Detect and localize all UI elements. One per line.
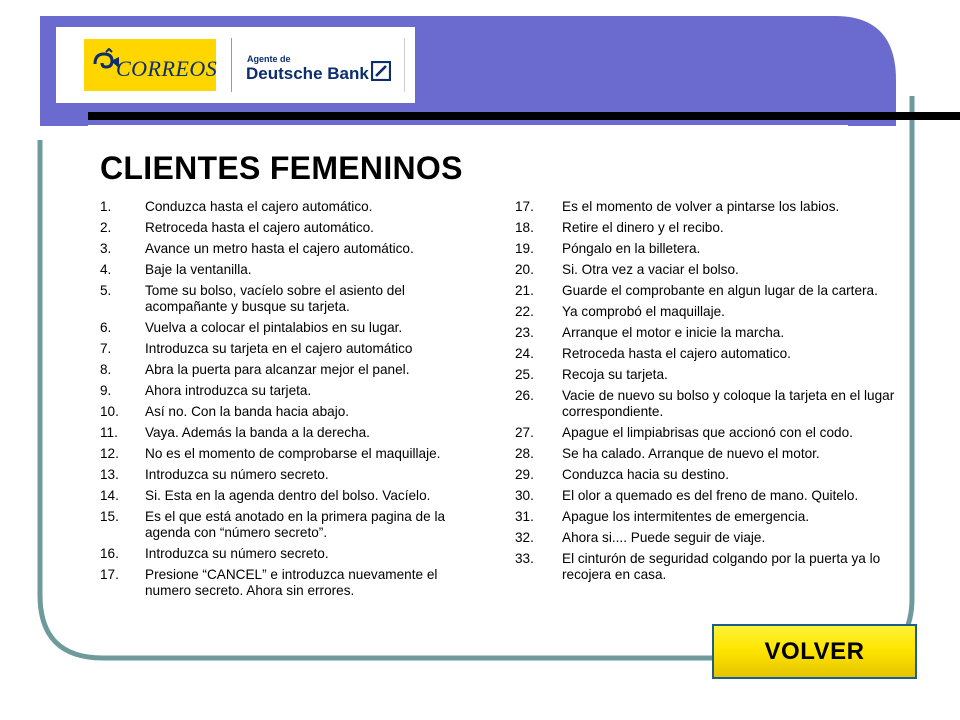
- step-text: Apague los intermitentes de emergencia.: [562, 509, 810, 524]
- step-number: 31.: [515, 509, 534, 524]
- list-item: [515, 262, 910, 278]
- step-text: Tome su bolso, vacíelo sobre el asiento del acompañante y busque su tarjeta.: [145, 283, 405, 314]
- list-item: [515, 425, 910, 441]
- step-text: El olor a quemado es del freno de mano. Quitelo.: [562, 488, 859, 503]
- step-text: Recoja su tarjeta.: [562, 367, 668, 382]
- list-item: [515, 283, 910, 299]
- step-text: Retire el dinero y el recibo.: [562, 220, 724, 235]
- step-number: 33.: [515, 551, 534, 566]
- step-number: 30.: [515, 488, 534, 503]
- step-text: No es el momento de comprobarse el maquillaje.: [145, 446, 441, 461]
- step-text: Vacie de nuevo su bolso y coloque la tarjeta en el lugar correspondiente.: [562, 388, 895, 419]
- step-number: 23.: [515, 325, 534, 340]
- step-number: 17.: [100, 567, 119, 582]
- step-number: 9.: [100, 383, 112, 398]
- step-number: 13.: [100, 467, 119, 482]
- step-number: 2.: [100, 220, 112, 235]
- list-item: [515, 488, 910, 504]
- step-text: Avance un metro hasta el cajero automático.: [145, 241, 414, 256]
- list-item: [515, 446, 910, 462]
- step-number: 24.: [515, 346, 534, 361]
- step-number: 12.: [100, 446, 119, 461]
- list-item: [100, 467, 480, 483]
- list-item: [515, 199, 910, 215]
- list-item: [515, 388, 910, 420]
- step-text: Es el que está anotado en la primera pagina de la agenda con “número secreto”.: [145, 509, 446, 540]
- agent-label: Agente de: [247, 54, 291, 64]
- step-text: Si. Otra vez a vaciar el bolso.: [562, 262, 739, 277]
- step-number: 20.: [515, 262, 534, 277]
- step-text: Introduzca su tarjeta en el cajero automático: [145, 341, 413, 356]
- step-text: Vuelva a colocar el pintalabios en su lugar.: [145, 320, 403, 335]
- page-title: CLIENTES FEMENINOS: [100, 150, 463, 186]
- step-text: Si. Esta en la agenda dentro del bolso. Vacíelo.: [145, 488, 431, 503]
- step-text: El cinturón de seguridad colgando por la puerta ya lo recojera en casa.: [562, 551, 881, 582]
- list-item: [515, 509, 910, 525]
- step-number: 29.: [515, 467, 534, 482]
- step-number: 11.: [100, 425, 118, 440]
- step-number: 10.: [100, 404, 119, 419]
- list-item: [100, 404, 480, 420]
- list-item: [515, 551, 910, 583]
- step-text: Presione “CANCEL” e introduzca nuevamente el numero secreto. Ahora sin errores.: [145, 567, 438, 598]
- list-item: [100, 446, 480, 462]
- list-item: [100, 199, 480, 215]
- list-item: [100, 220, 480, 236]
- list-item: [100, 488, 480, 504]
- step-text: Retroceda hasta el cajero automático.: [145, 220, 374, 235]
- list-item: [100, 320, 480, 336]
- steps-list-left: [100, 199, 480, 604]
- step-number: 19.: [515, 241, 534, 256]
- bank-name: Deutsche Bank: [246, 64, 369, 83]
- step-text: Es el momento de volver a pintarse los labios.: [562, 199, 840, 214]
- step-text: Ahora introduzca su tarjeta.: [145, 383, 312, 398]
- list-item: [100, 283, 480, 315]
- step-number: 25.: [515, 367, 534, 382]
- step-number: 4.: [100, 262, 112, 277]
- list-item: [100, 546, 480, 562]
- step-number: 1.: [100, 199, 112, 214]
- list-item: [515, 241, 910, 257]
- step-text: Vaya. Además la banda a la derecha.: [145, 425, 370, 440]
- steps-list-right: [515, 199, 910, 588]
- step-text: Así no. Con la banda hacia abajo.: [145, 404, 350, 419]
- list-item: [515, 325, 910, 341]
- step-text: Arranque el motor e inicie la marcha.: [562, 325, 785, 340]
- step-number: 8.: [100, 362, 112, 377]
- step-text: Baje la ventanilla.: [145, 262, 252, 277]
- step-text: Se ha calado. Arranque de nuevo el motor.: [562, 446, 820, 461]
- step-number: 22.: [515, 304, 534, 319]
- list-item: [100, 341, 480, 357]
- list-item: [515, 346, 910, 362]
- step-text: Introduzca su número secreto.: [145, 467, 329, 482]
- step-text: Guarde el comprobante en algun lugar de la cartera.: [562, 283, 878, 298]
- step-text: Ahora si.... Puede seguir de viaje.: [562, 530, 766, 545]
- step-text: Póngalo en la billetera.: [562, 241, 701, 256]
- correos-logo-text: CORREOS: [116, 56, 218, 81]
- step-number: 32.: [515, 530, 534, 545]
- list-item: [100, 262, 480, 278]
- step-text: Apague el limpiabrisas que accionó con el codo.: [562, 425, 853, 440]
- step-text: Conduzca hasta el cajero automático.: [145, 199, 373, 214]
- step-number: 16.: [100, 546, 119, 561]
- deutsche-bank-logo-icon: [371, 61, 391, 81]
- logo-divider: [404, 38, 405, 92]
- list-item: [515, 367, 910, 383]
- step-number: 26.: [515, 388, 534, 403]
- step-number: 14.: [100, 488, 119, 503]
- step-number: 3.: [100, 241, 112, 256]
- list-item: [100, 509, 480, 541]
- list-item: [515, 304, 910, 320]
- list-item: [100, 567, 480, 599]
- header-line-white: [88, 125, 848, 130]
- step-text: Introduzca su número secreto.: [145, 546, 329, 561]
- step-text: Retroceda hasta el cajero automatico.: [562, 346, 791, 361]
- list-item: [100, 383, 480, 399]
- list-item: [100, 362, 480, 378]
- list-item: [515, 220, 910, 236]
- logo-divider: [231, 38, 232, 92]
- step-number: 21.: [515, 283, 534, 298]
- step-number: 15.: [100, 509, 119, 524]
- volver-button[interactable]: VOLVER: [712, 624, 917, 679]
- list-item: [100, 425, 480, 441]
- list-item: [100, 241, 480, 257]
- step-number: 7.: [100, 341, 112, 356]
- step-number: 6.: [100, 320, 112, 335]
- step-text: Abra la puerta para alcanzar mejor el panel.: [145, 362, 410, 377]
- step-text: Ya comprobó el maquillaje.: [562, 304, 725, 319]
- step-text: Conduzca hacia su destino.: [562, 467, 730, 482]
- step-number: 18.: [515, 220, 534, 235]
- list-item: [515, 530, 910, 546]
- step-number: 28.: [515, 446, 534, 461]
- step-number: 27.: [515, 425, 534, 440]
- list-item: [515, 467, 910, 483]
- step-number: 17.: [515, 199, 534, 214]
- header-line-black: [88, 112, 960, 120]
- step-number: 5.: [100, 283, 112, 298]
